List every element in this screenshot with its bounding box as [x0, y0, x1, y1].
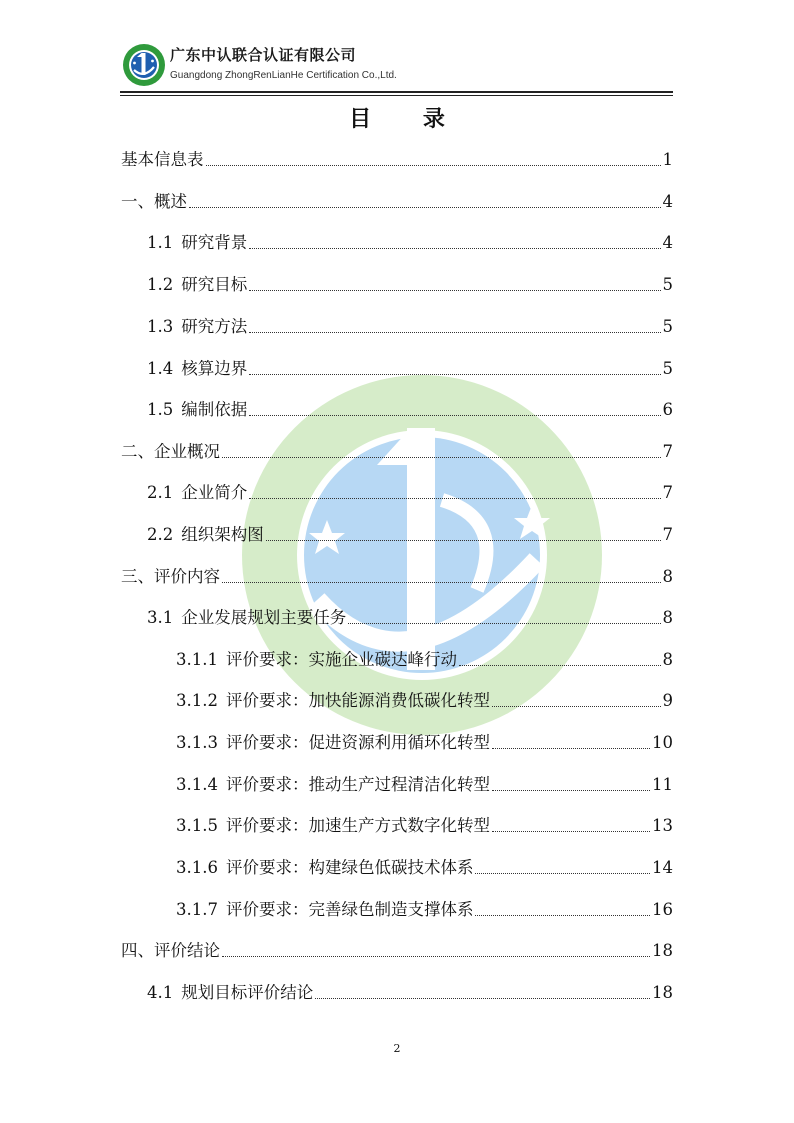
toc-entry-leader	[266, 540, 661, 541]
toc-entry[interactable]	[121, 939, 673, 963]
toc-entry-leader	[492, 706, 661, 707]
toc-entry-leader	[249, 248, 660, 249]
toc-entry[interactable]	[147, 231, 673, 255]
toc-entry-page: 4	[662, 192, 673, 211]
toc-entry-number: 1.2	[147, 275, 174, 294]
toc-entry-label: 组织架构图	[181, 525, 264, 544]
toc-entry-label: 研究方法	[181, 317, 248, 336]
toc-entry-number: 3.1.3	[176, 733, 218, 752]
toc-entry[interactable]	[176, 814, 673, 838]
toc-entry-page: 7	[662, 442, 673, 461]
toc-entry-number: 3.1.4	[176, 775, 218, 794]
toc-entry[interactable]	[176, 773, 673, 797]
toc-entry-number: 3.1.1	[176, 650, 218, 669]
toc-title: 目 录	[349, 107, 467, 132]
toc-entry-page: 13	[652, 816, 673, 835]
toc-entry-page: 5	[662, 275, 673, 294]
toc-entry-page: 1	[662, 150, 673, 169]
toc-entry-page: 7	[662, 525, 673, 544]
toc-entry-leader	[206, 165, 661, 166]
toc-entry[interactable]	[121, 440, 673, 464]
toc-entry[interactable]	[121, 565, 673, 589]
toc-entry-leader	[492, 790, 650, 791]
toc-entry-leader	[492, 831, 650, 832]
toc-entry[interactable]	[147, 357, 673, 381]
toc-entry[interactable]	[147, 315, 673, 339]
toc-entry-label: 研究目标	[181, 275, 248, 294]
toc-entry-label: 二、企业概况	[121, 442, 220, 461]
toc-entry[interactable]	[147, 273, 673, 297]
company-name-en: Guangdong ZhongRenLianHe Certification Co.,Ltd.	[170, 70, 397, 81]
toc-entry-label: 三、评价内容	[121, 567, 220, 586]
toc-entry-label: 企业简介	[181, 483, 248, 502]
toc-entry-leader	[189, 207, 661, 208]
toc-entry-page: 18	[652, 941, 673, 960]
toc-entry[interactable]	[121, 190, 673, 214]
toc-entry-page: 7	[662, 483, 673, 502]
toc-entry-leader	[315, 998, 650, 999]
toc-entry-leader	[459, 665, 661, 666]
toc-entry-page: 16	[652, 900, 673, 919]
toc-entry-leader	[249, 498, 660, 499]
toc-entry-page: 8	[662, 650, 673, 669]
toc-entry-number: 3.1.7	[176, 900, 218, 919]
toc-entry-leader	[222, 457, 661, 458]
toc-entry[interactable]	[147, 523, 673, 547]
toc-entry-page: 8	[662, 567, 673, 586]
toc-entry[interactable]	[147, 481, 673, 505]
toc-entry-label: 评价要求：加速生产方式数字化转型	[225, 816, 490, 835]
toc-entry-page: 9	[662, 691, 673, 710]
toc-entry-number: 3.1	[147, 608, 174, 627]
toc-entry-number: 2.1	[147, 483, 174, 502]
toc-entry-leader	[249, 415, 660, 416]
toc-entry-leader	[222, 582, 661, 583]
toc-entry-label: 研究背景	[181, 233, 248, 252]
toc-entry-number: 3.1.2	[176, 691, 218, 710]
toc-entry-label: 评价要求：完善绿色制造支撑体系	[225, 900, 474, 919]
toc-entry[interactable]	[121, 148, 673, 172]
toc-entry-label: 编制依据	[181, 400, 248, 419]
toc-entry-page: 10	[652, 733, 673, 752]
toc-entry-label: 核算边界	[181, 359, 248, 378]
toc-entry-label: 评价要求：实施企业碳达峰行动	[225, 650, 457, 669]
toc-entry-page: 5	[662, 317, 673, 336]
toc-entry[interactable]	[176, 856, 673, 880]
toc-entry-page: 5	[662, 359, 673, 378]
toc-entry-page: 4	[662, 233, 673, 252]
toc-entry-leader	[249, 374, 660, 375]
toc-entry-number: 4.1	[147, 983, 174, 1002]
toc-entry-number: 3.1.5	[176, 816, 218, 835]
page-number: 2	[393, 1042, 401, 1055]
toc-entry-page: 6	[662, 400, 673, 419]
toc-entry-leader	[249, 332, 660, 333]
toc-entry-label: 评价要求：加快能源消费低碳化转型	[225, 691, 490, 710]
toc-entry-page: 11	[652, 775, 673, 794]
toc-entry-label: 评价要求：推动生产过程清洁化转型	[225, 775, 490, 794]
toc-entry-leader	[475, 915, 650, 916]
toc-entry[interactable]	[176, 689, 673, 713]
toc-entry[interactable]	[176, 898, 673, 922]
toc-entry[interactable]	[176, 731, 673, 755]
toc-entry-page: 8	[662, 608, 673, 627]
toc-entry-number: 1.3	[147, 317, 174, 336]
toc-entry-number: 3.1.6	[176, 858, 218, 877]
toc-entry-label: 四、评价结论	[121, 941, 220, 960]
toc-entry-leader	[249, 290, 660, 291]
toc-entry-page: 14	[652, 858, 673, 877]
toc-entry-label: 评价要求：构建绿色低碳技术体系	[225, 858, 474, 877]
toc-entry[interactable]	[147, 606, 673, 630]
toc-entry-leader	[475, 873, 650, 874]
toc-entry-label: 一、概述	[121, 192, 187, 211]
toc-entry-number: 2.2	[147, 525, 174, 544]
toc-entry[interactable]	[176, 648, 673, 672]
toc-entry-leader	[348, 623, 660, 624]
toc-entry-label: 基本信息表	[121, 150, 204, 169]
toc-entry-number: 1.1	[147, 233, 174, 252]
toc-entry-number: 1.4	[147, 359, 174, 378]
company-name-cn: 广东中认联合认证有限公司	[170, 46, 357, 64]
toc-entry[interactable]	[147, 398, 673, 422]
toc-entry-label: 规划目标评价结论	[181, 983, 314, 1002]
toc-entry-leader	[222, 956, 650, 957]
toc-entry-label: 企业发展规划主要任务	[181, 608, 347, 627]
toc-entry-page: 18	[652, 983, 673, 1002]
toc-entry[interactable]	[147, 981, 673, 1005]
toc-entry-leader	[492, 748, 650, 749]
toc-entry-label: 评价要求：促进资源利用循环化转型	[225, 733, 490, 752]
toc-entry-number: 1.5	[147, 400, 174, 419]
